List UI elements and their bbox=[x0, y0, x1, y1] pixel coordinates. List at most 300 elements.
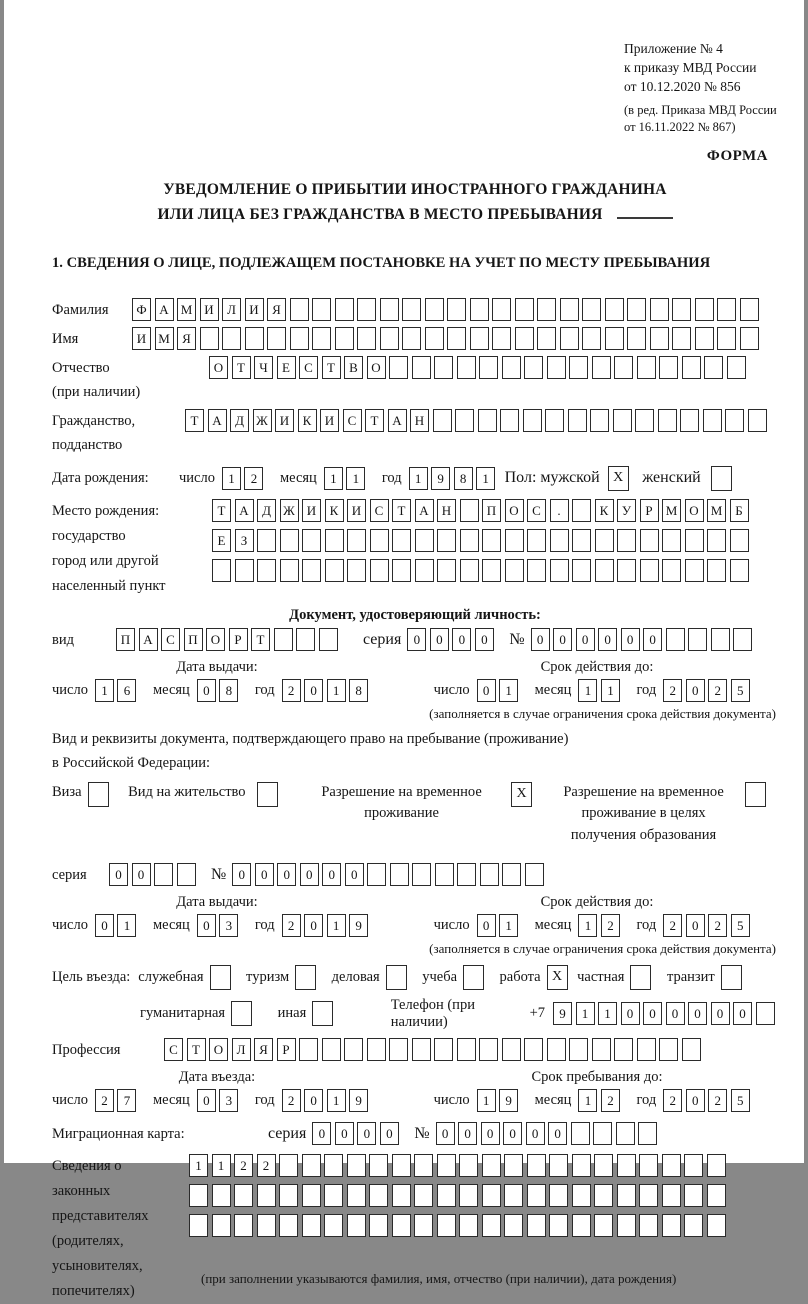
birth-place-row2-cell[interactable] bbox=[730, 529, 749, 552]
doc-number-boxes-cell[interactable] bbox=[666, 628, 685, 651]
migration-number-boxes-cell[interactable]: 0 bbox=[503, 1122, 522, 1145]
citizenship-boxes-cell[interactable] bbox=[455, 409, 474, 432]
doc-expiry-year-cell[interactable]: 0 bbox=[686, 679, 705, 702]
surname-boxes-cell[interactable]: И bbox=[200, 298, 219, 321]
residence-series-boxes-cell[interactable] bbox=[154, 863, 173, 886]
profession-boxes-cell[interactable]: О bbox=[209, 1038, 228, 1061]
representatives-row1-cell[interactable] bbox=[504, 1154, 523, 1177]
surname-boxes-cell[interactable] bbox=[740, 298, 759, 321]
residence-expiry-year-cell[interactable]: 2 bbox=[708, 914, 727, 937]
surname-boxes-cell[interactable] bbox=[402, 298, 421, 321]
birth-place-row1-cell[interactable]: А bbox=[415, 499, 434, 522]
birth-place-row1-cell[interactable]: У bbox=[617, 499, 636, 522]
profession-boxes-cell[interactable] bbox=[389, 1038, 408, 1061]
phone-boxes-cell[interactable]: 1 bbox=[598, 1002, 617, 1025]
citizenship-boxes-cell[interactable]: И bbox=[275, 409, 294, 432]
doc-kind-boxes-cell[interactable]: Р bbox=[229, 628, 248, 651]
profession-boxes-cell[interactable]: Л bbox=[232, 1038, 251, 1061]
entry-year-cell[interactable]: 2 bbox=[282, 1089, 301, 1112]
surname-boxes-cell[interactable] bbox=[717, 298, 736, 321]
residence-number-boxes-cell[interactable]: 0 bbox=[322, 863, 341, 886]
representatives-row1-cell[interactable] bbox=[437, 1154, 456, 1177]
representatives-row1-cell[interactable] bbox=[324, 1154, 343, 1177]
representatives-row2-cell[interactable] bbox=[662, 1184, 681, 1207]
birth-place-row3-cell[interactable] bbox=[505, 559, 524, 582]
name-boxes-cell[interactable] bbox=[492, 327, 511, 350]
representatives-row3-cell[interactable] bbox=[369, 1214, 388, 1237]
birth-place-row2-cell[interactable] bbox=[527, 529, 546, 552]
name-boxes-cell[interactable] bbox=[425, 327, 444, 350]
surname-boxes-cell[interactable] bbox=[627, 298, 646, 321]
patronymic-boxes-cell[interactable] bbox=[569, 356, 588, 379]
patronymic-boxes-cell[interactable] bbox=[434, 356, 453, 379]
birth-place-row1-cell[interactable]: П bbox=[482, 499, 501, 522]
patronymic-boxes-cell[interactable] bbox=[637, 356, 656, 379]
birth-place-row1-cell[interactable]: Н bbox=[437, 499, 456, 522]
doc-issue-year-cell[interactable]: 1 bbox=[327, 679, 346, 702]
patronymic-boxes-cell[interactable] bbox=[502, 356, 521, 379]
residence-issue-day-cell[interactable]: 0 bbox=[95, 914, 114, 937]
phone-boxes-cell[interactable]: 1 bbox=[576, 1002, 595, 1025]
surname-boxes-cell[interactable] bbox=[380, 298, 399, 321]
residence-expiry-month-cell[interactable]: 2 bbox=[601, 914, 620, 937]
residence-issue-year-cell[interactable]: 1 bbox=[327, 914, 346, 937]
birth-place-row2-cell[interactable] bbox=[325, 529, 344, 552]
phone-boxes-cell[interactable]: 0 bbox=[711, 1002, 730, 1025]
profession-boxes-cell[interactable] bbox=[412, 1038, 431, 1061]
representatives-row2-cell[interactable] bbox=[639, 1184, 658, 1207]
migration-number-boxes-cell[interactable] bbox=[593, 1122, 612, 1145]
surname-boxes-cell[interactable] bbox=[605, 298, 624, 321]
doc-series-boxes-cell[interactable]: 0 bbox=[452, 628, 471, 651]
option-visa-checkbox-cell[interactable] bbox=[88, 782, 109, 807]
birth-place-row1-cell[interactable]: И bbox=[302, 499, 321, 522]
phone-boxes-cell[interactable]: 0 bbox=[621, 1002, 640, 1025]
birth-place-row1-cell[interactable]: С bbox=[527, 499, 546, 522]
doc-kind-boxes-cell[interactable]: Т bbox=[251, 628, 270, 651]
residence-number-boxes-cell[interactable] bbox=[525, 863, 544, 886]
birth-day-cell[interactable]: 1 bbox=[222, 467, 241, 490]
representatives-row2-cell[interactable] bbox=[279, 1184, 298, 1207]
residence-expiry-year-cell[interactable]: 2 bbox=[663, 914, 682, 937]
profession-boxes-cell[interactable] bbox=[457, 1038, 476, 1061]
doc-expiry-month-cell[interactable]: 1 bbox=[578, 679, 597, 702]
representatives-row2-cell[interactable] bbox=[549, 1184, 568, 1207]
representatives-row2-cell[interactable] bbox=[527, 1184, 546, 1207]
patronymic-boxes-cell[interactable]: Ч bbox=[254, 356, 273, 379]
residence-number-boxes-cell[interactable]: 0 bbox=[255, 863, 274, 886]
representatives-row3-cell[interactable] bbox=[504, 1214, 523, 1237]
stay-year-cell[interactable]: 2 bbox=[708, 1089, 727, 1112]
birth-place-row3-cell[interactable] bbox=[482, 559, 501, 582]
patronymic-boxes-cell[interactable]: В bbox=[344, 356, 363, 379]
patronymic-boxes-cell[interactable]: Т bbox=[232, 356, 251, 379]
surname-boxes-cell[interactable]: А bbox=[155, 298, 174, 321]
surname-boxes-cell[interactable]: Ф bbox=[132, 298, 151, 321]
migration-number-boxes-cell[interactable] bbox=[616, 1122, 635, 1145]
citizenship-boxes-cell[interactable] bbox=[680, 409, 699, 432]
birth-year-cell[interactable]: 9 bbox=[431, 467, 450, 490]
representatives-row1-cell[interactable] bbox=[617, 1154, 636, 1177]
birth-place-row3-cell[interactable] bbox=[415, 559, 434, 582]
residence-number-boxes-cell[interactable]: 0 bbox=[300, 863, 319, 886]
representatives-row3-cell[interactable] bbox=[279, 1214, 298, 1237]
residence-expiry-year-cell[interactable]: 5 bbox=[731, 914, 750, 937]
residence-number-boxes-cell[interactable] bbox=[412, 863, 431, 886]
doc-number-boxes-cell[interactable]: 0 bbox=[553, 628, 572, 651]
representatives-row1-cell[interactable]: 2 bbox=[257, 1154, 276, 1177]
birth-place-row2-cell[interactable] bbox=[370, 529, 389, 552]
representatives-row1-cell[interactable] bbox=[392, 1154, 411, 1177]
representatives-row1-cell[interactable] bbox=[707, 1154, 726, 1177]
representatives-row2-cell[interactable] bbox=[212, 1184, 231, 1207]
representatives-row2-cell[interactable] bbox=[482, 1184, 501, 1207]
citizenship-boxes-cell[interactable]: И bbox=[320, 409, 339, 432]
birth-place-row1-cell[interactable] bbox=[572, 499, 591, 522]
representatives-row2-cell[interactable] bbox=[324, 1184, 343, 1207]
phone-boxes-cell[interactable]: 0 bbox=[733, 1002, 752, 1025]
stay-month-cell[interactable]: 1 bbox=[578, 1089, 597, 1112]
representatives-row1-cell[interactable]: 1 bbox=[212, 1154, 231, 1177]
surname-boxes-cell[interactable] bbox=[312, 298, 331, 321]
birth-place-row2-cell[interactable] bbox=[707, 529, 726, 552]
patronymic-boxes-cell[interactable] bbox=[524, 356, 543, 379]
surname-boxes-cell[interactable] bbox=[560, 298, 579, 321]
doc-expiry-year-cell[interactable]: 2 bbox=[663, 679, 682, 702]
citizenship-boxes-cell[interactable] bbox=[725, 409, 744, 432]
birth-place-row3-cell[interactable] bbox=[437, 559, 456, 582]
phone-boxes-cell[interactable] bbox=[756, 1002, 775, 1025]
profession-boxes-cell[interactable] bbox=[569, 1038, 588, 1061]
purpose-private-checkbox-cell[interactable] bbox=[630, 965, 651, 990]
residence-issue-year-cell[interactable]: 9 bbox=[349, 914, 368, 937]
patronymic-boxes-cell[interactable]: О bbox=[209, 356, 228, 379]
representatives-row2-cell[interactable] bbox=[189, 1184, 208, 1207]
doc-number-boxes-cell[interactable] bbox=[733, 628, 752, 651]
residence-number-boxes-cell[interactable]: 0 bbox=[345, 863, 364, 886]
entry-year-cell[interactable]: 9 bbox=[349, 1089, 368, 1112]
doc-number-boxes-cell[interactable]: 0 bbox=[531, 628, 550, 651]
doc-series-boxes-cell[interactable]: 0 bbox=[407, 628, 426, 651]
profession-boxes-cell[interactable] bbox=[524, 1038, 543, 1061]
doc-expiry-year-cell[interactable]: 2 bbox=[708, 679, 727, 702]
representatives-row3-cell[interactable] bbox=[324, 1214, 343, 1237]
representatives-row1-cell[interactable] bbox=[594, 1154, 613, 1177]
purpose-work-checkbox-cell[interactable]: X bbox=[547, 965, 568, 990]
migration-number-boxes-cell[interactable]: 0 bbox=[526, 1122, 545, 1145]
migration-series-boxes-cell[interactable]: 0 bbox=[357, 1122, 376, 1145]
migration-series-boxes-cell[interactable]: 0 bbox=[380, 1122, 399, 1145]
patronymic-boxes-cell[interactable] bbox=[547, 356, 566, 379]
entry-year-cell[interactable]: 0 bbox=[304, 1089, 323, 1112]
representatives-row2-cell[interactable] bbox=[684, 1184, 703, 1207]
birth-place-row1-cell[interactable]: М bbox=[662, 499, 681, 522]
representatives-row2-cell[interactable] bbox=[572, 1184, 591, 1207]
representatives-row3-cell[interactable] bbox=[617, 1214, 636, 1237]
name-boxes-cell[interactable] bbox=[357, 327, 376, 350]
representatives-row3-cell[interactable] bbox=[662, 1214, 681, 1237]
patronymic-boxes-cell[interactable] bbox=[457, 356, 476, 379]
phone-boxes-cell[interactable]: 9 bbox=[553, 1002, 572, 1025]
doc-number-boxes-cell[interactable] bbox=[711, 628, 730, 651]
citizenship-boxes-cell[interactable] bbox=[613, 409, 632, 432]
representatives-row1-cell[interactable]: 2 bbox=[234, 1154, 253, 1177]
purpose-study-checkbox-cell[interactable] bbox=[463, 965, 484, 990]
citizenship-boxes-cell[interactable] bbox=[635, 409, 654, 432]
profession-boxes-cell[interactable]: С bbox=[164, 1038, 183, 1061]
surname-boxes-cell[interactable] bbox=[357, 298, 376, 321]
residence-issue-month-cell[interactable]: 0 bbox=[197, 914, 216, 937]
residence-expiry-day-cell[interactable]: 1 bbox=[499, 914, 518, 937]
migration-number-boxes-cell[interactable] bbox=[638, 1122, 657, 1145]
birth-place-row2-cell[interactable] bbox=[640, 529, 659, 552]
birth-year-cell[interactable]: 1 bbox=[409, 467, 428, 490]
profession-boxes-cell[interactable]: Т bbox=[187, 1038, 206, 1061]
representatives-row1-cell[interactable] bbox=[347, 1154, 366, 1177]
birth-place-row2-cell[interactable] bbox=[685, 529, 704, 552]
profession-boxes-cell[interactable] bbox=[344, 1038, 363, 1061]
citizenship-boxes-cell[interactable] bbox=[478, 409, 497, 432]
representatives-row3-cell[interactable] bbox=[527, 1214, 546, 1237]
profession-boxes-cell[interactable] bbox=[322, 1038, 341, 1061]
birth-place-row2-cell[interactable] bbox=[347, 529, 366, 552]
doc-expiry-month-cell[interactable]: 1 bbox=[601, 679, 620, 702]
name-boxes-cell[interactable] bbox=[515, 327, 534, 350]
citizenship-boxes-cell[interactable]: А bbox=[388, 409, 407, 432]
representatives-row2-cell[interactable] bbox=[617, 1184, 636, 1207]
birth-place-row1-cell[interactable]: . bbox=[550, 499, 569, 522]
citizenship-boxes-cell[interactable] bbox=[523, 409, 542, 432]
profession-boxes-cell[interactable] bbox=[682, 1038, 701, 1061]
representatives-row2-cell[interactable] bbox=[414, 1184, 433, 1207]
birth-place-row3-cell[interactable] bbox=[595, 559, 614, 582]
birth-place-row1-cell[interactable]: А bbox=[235, 499, 254, 522]
representatives-row2-cell[interactable] bbox=[302, 1184, 321, 1207]
purpose-humanitarian-checkbox-cell[interactable] bbox=[231, 1001, 252, 1026]
name-boxes-cell[interactable]: Я bbox=[177, 327, 196, 350]
birth-year-cell[interactable]: 1 bbox=[476, 467, 495, 490]
birth-place-row2-cell[interactable] bbox=[257, 529, 276, 552]
patronymic-boxes-cell[interactable]: С bbox=[299, 356, 318, 379]
doc-issue-month-cell[interactable]: 8 bbox=[219, 679, 238, 702]
birth-place-row1-cell[interactable]: Т bbox=[212, 499, 231, 522]
doc-expiry-day-cell[interactable]: 0 bbox=[477, 679, 496, 702]
birth-place-row3-cell[interactable] bbox=[280, 559, 299, 582]
residence-number-boxes-cell[interactable] bbox=[457, 863, 476, 886]
representatives-row2-cell[interactable] bbox=[459, 1184, 478, 1207]
representatives-row3-cell[interactable] bbox=[639, 1214, 658, 1237]
name-boxes-cell[interactable] bbox=[672, 327, 691, 350]
migration-number-boxes-cell[interactable]: 0 bbox=[548, 1122, 567, 1145]
doc-number-boxes-cell[interactable]: 0 bbox=[621, 628, 640, 651]
purpose-transit-checkbox-cell[interactable] bbox=[721, 965, 742, 990]
residence-number-boxes-cell[interactable] bbox=[367, 863, 386, 886]
representatives-row2-cell[interactable] bbox=[594, 1184, 613, 1207]
name-boxes-cell[interactable] bbox=[222, 327, 241, 350]
representatives-row1-cell[interactable] bbox=[639, 1154, 658, 1177]
residence-issue-month-cell[interactable]: 3 bbox=[219, 914, 238, 937]
option-temp-residence-checkbox-cell[interactable]: X bbox=[511, 782, 532, 807]
doc-number-boxes-cell[interactable]: 0 bbox=[598, 628, 617, 651]
representatives-row1-cell[interactable] bbox=[549, 1154, 568, 1177]
surname-boxes-cell[interactable] bbox=[425, 298, 444, 321]
birth-place-row3-cell[interactable] bbox=[730, 559, 749, 582]
birth-place-row1-cell[interactable]: Т bbox=[392, 499, 411, 522]
birth-place-row1-cell[interactable]: И bbox=[347, 499, 366, 522]
residence-number-boxes-cell[interactable] bbox=[435, 863, 454, 886]
stay-year-cell[interactable]: 0 bbox=[686, 1089, 705, 1112]
patronymic-boxes-cell[interactable] bbox=[592, 356, 611, 379]
doc-series-boxes-cell[interactable]: 0 bbox=[430, 628, 449, 651]
purpose-official-checkbox-cell[interactable] bbox=[210, 965, 231, 990]
migration-number-boxes-cell[interactable]: 0 bbox=[458, 1122, 477, 1145]
profession-boxes-cell[interactable] bbox=[637, 1038, 656, 1061]
doc-kind-boxes-cell[interactable]: О bbox=[206, 628, 225, 651]
birth-place-row1-cell[interactable]: К bbox=[595, 499, 614, 522]
stay-month-cell[interactable]: 2 bbox=[601, 1089, 620, 1112]
birth-place-row3-cell[interactable] bbox=[685, 559, 704, 582]
birth-place-row3-cell[interactable] bbox=[527, 559, 546, 582]
profession-boxes-cell[interactable] bbox=[547, 1038, 566, 1061]
profession-boxes-cell[interactable] bbox=[299, 1038, 318, 1061]
birth-place-row2-cell[interactable]: Е bbox=[212, 529, 231, 552]
birth-place-row3-cell[interactable] bbox=[347, 559, 366, 582]
birth-place-row1-cell[interactable]: Б bbox=[730, 499, 749, 522]
surname-boxes-cell[interactable] bbox=[335, 298, 354, 321]
representatives-row2-cell[interactable] bbox=[347, 1184, 366, 1207]
patronymic-boxes-cell[interactable]: О bbox=[367, 356, 386, 379]
birth-place-row3-cell[interactable] bbox=[617, 559, 636, 582]
profession-boxes-cell[interactable] bbox=[659, 1038, 678, 1061]
name-boxes-cell[interactable] bbox=[650, 327, 669, 350]
migration-number-boxes-cell[interactable]: 0 bbox=[481, 1122, 500, 1145]
patronymic-boxes-cell[interactable] bbox=[614, 356, 633, 379]
birth-place-row2-cell[interactable] bbox=[460, 529, 479, 552]
representatives-row1-cell[interactable] bbox=[369, 1154, 388, 1177]
representatives-row3-cell[interactable] bbox=[707, 1214, 726, 1237]
entry-day-cell[interactable]: 2 bbox=[95, 1089, 114, 1112]
surname-boxes-cell[interactable] bbox=[470, 298, 489, 321]
option-residence-permit-checkbox-cell[interactable] bbox=[257, 782, 278, 807]
birth-place-row2-cell[interactable] bbox=[550, 529, 569, 552]
doc-issue-year-cell[interactable]: 2 bbox=[282, 679, 301, 702]
representatives-row2-cell[interactable] bbox=[707, 1184, 726, 1207]
birth-place-row3-cell[interactable] bbox=[212, 559, 231, 582]
name-boxes-cell[interactable] bbox=[267, 327, 286, 350]
representatives-row3-cell[interactable] bbox=[684, 1214, 703, 1237]
stay-year-cell[interactable]: 5 bbox=[731, 1089, 750, 1112]
patronymic-boxes-cell[interactable] bbox=[682, 356, 701, 379]
residence-series-boxes-cell[interactable]: 0 bbox=[132, 863, 151, 886]
migration-number-boxes-cell[interactable]: 0 bbox=[436, 1122, 455, 1145]
citizenship-boxes-cell[interactable]: Т bbox=[365, 409, 384, 432]
doc-issue-day-cell[interactable]: 1 bbox=[95, 679, 114, 702]
representatives-row3-cell[interactable] bbox=[594, 1214, 613, 1237]
birth-place-row1-cell[interactable]: Р bbox=[640, 499, 659, 522]
purpose-business-checkbox-cell[interactable] bbox=[386, 965, 407, 990]
representatives-row3-cell[interactable] bbox=[414, 1214, 433, 1237]
citizenship-boxes-cell[interactable]: Д bbox=[230, 409, 249, 432]
birth-place-row2-cell[interactable] bbox=[572, 529, 591, 552]
representatives-row1-cell[interactable] bbox=[684, 1154, 703, 1177]
residence-expiry-month-cell[interactable]: 1 bbox=[578, 914, 597, 937]
birth-place-row2-cell[interactable]: З bbox=[235, 529, 254, 552]
representatives-row3-cell[interactable] bbox=[234, 1214, 253, 1237]
citizenship-boxes-cell[interactable]: Ж bbox=[253, 409, 272, 432]
name-boxes-cell[interactable]: И bbox=[132, 327, 151, 350]
patronymic-boxes-cell[interactable] bbox=[727, 356, 746, 379]
representatives-row3-cell[interactable] bbox=[212, 1214, 231, 1237]
representatives-row3-cell[interactable] bbox=[392, 1214, 411, 1237]
residence-number-boxes-cell[interactable]: 0 bbox=[277, 863, 296, 886]
birth-place-row1-cell[interactable]: К bbox=[325, 499, 344, 522]
name-boxes-cell[interactable] bbox=[627, 327, 646, 350]
surname-boxes-cell[interactable]: И bbox=[245, 298, 264, 321]
name-boxes-cell[interactable] bbox=[200, 327, 219, 350]
birth-place-row1-cell[interactable]: С bbox=[370, 499, 389, 522]
name-boxes-cell[interactable] bbox=[312, 327, 331, 350]
doc-issue-day-cell[interactable]: 6 bbox=[117, 679, 136, 702]
representatives-row3-cell[interactable] bbox=[437, 1214, 456, 1237]
doc-number-boxes-cell[interactable]: 0 bbox=[643, 628, 662, 651]
birth-month-cell[interactable]: 1 bbox=[324, 467, 343, 490]
surname-boxes-cell[interactable] bbox=[492, 298, 511, 321]
patronymic-boxes-cell[interactable]: Т bbox=[322, 356, 341, 379]
representatives-row1-cell[interactable] bbox=[302, 1154, 321, 1177]
migration-number-boxes-cell[interactable] bbox=[571, 1122, 590, 1145]
birth-place-row2-cell[interactable] bbox=[437, 529, 456, 552]
representatives-row1-cell[interactable] bbox=[459, 1154, 478, 1177]
citizenship-boxes-cell[interactable] bbox=[748, 409, 767, 432]
representatives-row1-cell[interactable] bbox=[662, 1154, 681, 1177]
name-boxes-cell[interactable] bbox=[695, 327, 714, 350]
surname-boxes-cell[interactable] bbox=[695, 298, 714, 321]
representatives-row3-cell[interactable] bbox=[189, 1214, 208, 1237]
entry-day-cell[interactable]: 7 bbox=[117, 1089, 136, 1112]
representatives-row1-cell[interactable]: 1 bbox=[189, 1154, 208, 1177]
doc-kind-boxes-cell[interactable]: А bbox=[139, 628, 158, 651]
name-boxes-cell[interactable] bbox=[582, 327, 601, 350]
citizenship-boxes-cell[interactable]: К bbox=[298, 409, 317, 432]
surname-boxes-cell[interactable]: Я bbox=[267, 298, 286, 321]
doc-issue-year-cell[interactable]: 0 bbox=[304, 679, 323, 702]
residence-issue-year-cell[interactable]: 0 bbox=[304, 914, 323, 937]
migration-series-boxes-cell[interactable]: 0 bbox=[335, 1122, 354, 1145]
name-boxes-cell[interactable] bbox=[717, 327, 736, 350]
representatives-row3-cell[interactable] bbox=[257, 1214, 276, 1237]
birth-place-row3-cell[interactable] bbox=[550, 559, 569, 582]
representatives-row2-cell[interactable] bbox=[392, 1184, 411, 1207]
representatives-row3-cell[interactable] bbox=[302, 1214, 321, 1237]
surname-boxes-cell[interactable]: М bbox=[177, 298, 196, 321]
citizenship-boxes-cell[interactable] bbox=[703, 409, 722, 432]
doc-kind-boxes-cell[interactable]: С bbox=[161, 628, 180, 651]
option-temp-residence-education-checkbox-cell[interactable] bbox=[745, 782, 766, 807]
birth-place-row3-cell[interactable] bbox=[460, 559, 479, 582]
profession-boxes-cell[interactable] bbox=[614, 1038, 633, 1061]
representatives-row1-cell[interactable] bbox=[527, 1154, 546, 1177]
representatives-row2-cell[interactable] bbox=[437, 1184, 456, 1207]
name-boxes-cell[interactable] bbox=[335, 327, 354, 350]
name-boxes-cell[interactable]: М bbox=[155, 327, 174, 350]
birth-place-row1-cell[interactable]: Д bbox=[257, 499, 276, 522]
surname-boxes-cell[interactable] bbox=[537, 298, 556, 321]
name-boxes-cell[interactable] bbox=[537, 327, 556, 350]
stay-year-cell[interactable]: 2 bbox=[663, 1089, 682, 1112]
birth-place-row3-cell[interactable] bbox=[235, 559, 254, 582]
entry-year-cell[interactable]: 1 bbox=[327, 1089, 346, 1112]
representatives-row1-cell[interactable] bbox=[572, 1154, 591, 1177]
